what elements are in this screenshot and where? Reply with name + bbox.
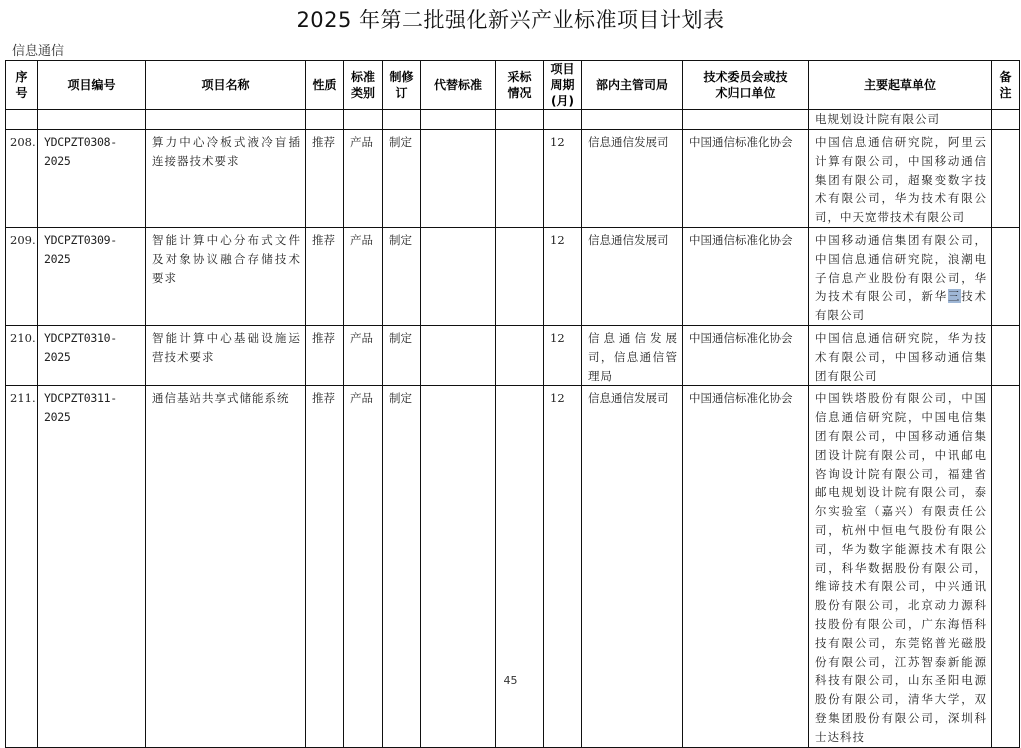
header-procurement: 采标情况 [496, 61, 544, 110]
cell-revision: 制定 [383, 386, 421, 747]
document-title: 2025 年第二批强化新兴产业标准项目计划表 [296, 8, 725, 32]
table-row [6, 386, 1020, 747]
header-replace: 代替标准 [421, 61, 496, 110]
cell-department: 信息通信发展司，信息通信管理局 [582, 325, 683, 385]
cell-revision: 制定 [383, 325, 421, 385]
cell-department: 信息通信发展司 [582, 130, 683, 228]
section-label: 信息通信 [12, 44, 65, 59]
table-header-row [6, 61, 1020, 110]
cell-name: 算力中心冷板式液冷盲插连接器技术要求 [146, 130, 306, 228]
header-name: 项目名称 [146, 61, 306, 110]
cell-replace [421, 386, 496, 747]
table-row [6, 130, 1020, 228]
cell-std-type: 产品 [344, 325, 383, 385]
header-seq: 序号 [6, 61, 38, 110]
header-committee: 技术委员会或技术归口单位 [683, 61, 809, 110]
cell-committee: 中国通信标准化协会 [683, 325, 809, 385]
cell-committee: 中国通信标准化协会 [683, 386, 809, 747]
cell-department: 信息通信发展司 [582, 227, 683, 325]
cell-remarks [992, 227, 1020, 325]
cell-replace [421, 325, 496, 385]
cell-committee: 中国通信标准化协会 [683, 227, 809, 325]
cell-department: 信息通信发展司 [582, 386, 683, 747]
table-row [6, 227, 1020, 325]
cell-name: 智能计算中心分布式文件及对象协议融合存储技术要求 [146, 227, 306, 325]
table-row-continuation [6, 110, 1020, 130]
header-std-type: 标准类别 [344, 61, 383, 110]
cell-remarks [992, 130, 1020, 228]
cell-std-type: 产品 [344, 386, 383, 747]
cell-procurement [496, 130, 544, 228]
cell-drafters: 中国移动通信集团有限公司，中国信息通信研究院，浪潮电子信息产业股份有限公司，华为技术有限公司，新华三技术有限公司 [809, 227, 992, 325]
cell-nature: 推荐 [306, 325, 344, 385]
cell-nature: 推荐 [306, 386, 344, 747]
page-number: 45 [503, 674, 518, 687]
header-code: 项目编号 [38, 61, 146, 110]
cell-remarks [992, 325, 1020, 385]
cell-committee: 中国通信标准化协会 [683, 130, 809, 228]
cell-std-type: 产品 [344, 130, 383, 228]
cell-code: YDCPZT0310-2025 [38, 325, 146, 385]
cell-remarks [992, 386, 1020, 747]
cell-drafters: 中国信息通信研究院，华为技术有限公司，中国移动通信集团有限公司 [809, 325, 992, 385]
cell-period: 12 [544, 325, 582, 385]
cell-seq: 208. [6, 130, 38, 228]
cell-period: 12 [544, 130, 582, 228]
cell-std-type: 产品 [344, 227, 383, 325]
header-department: 部内主管司局 [582, 61, 683, 110]
cell-nature: 推荐 [306, 227, 344, 325]
table-row [6, 325, 1020, 385]
cell-name: 通信基站共享式储能系统 [146, 386, 306, 747]
standards-plan-table [5, 60, 1020, 748]
cell-replace [421, 130, 496, 228]
cell-replace [421, 227, 496, 325]
cell-procurement [496, 325, 544, 385]
header-period: 项目周期(月) [544, 61, 582, 110]
header-drafters: 主要起草单位 [809, 61, 992, 110]
header-remarks: 备注 [992, 61, 1020, 110]
header-revision: 制修订 [383, 61, 421, 110]
cell-code: YDCPZT0308-2025 [38, 130, 146, 228]
cell-period: 12 [544, 227, 582, 325]
cell-code: YDCPZT0309-2025 [38, 227, 146, 325]
cell-drafters: 中国铁塔股份有限公司，中国信息通信研究院，中国电信集团有限公司，中国移动通信集团设计院有限公司，中讯邮电咨询设计院有限公司，福建省邮电规划设计院有限公司，泰尔实验室（嘉兴）有限责任公司，杭州中恒电气股份有限公司，华为数字能源技术有限公司，科华数据股份有限公司，维谛技术有限公司，中兴通讯股份有限公司，北京动力源科技股份有限公司，广东海悟科技有限公司，东莞铭普光磁股份有限公司，江苏智泰新能源科技有限公司，山东圣阳电源股份有限公司，清华大学，双登集团股份有限公司，深圳科士达科技 [809, 386, 992, 747]
cell-revision: 制定 [383, 227, 421, 325]
cell-nature: 推荐 [306, 130, 344, 228]
cell-seq: 209. [6, 227, 38, 325]
cell-seq: 211. [6, 386, 38, 747]
cell-code: YDCPZT0311-2025 [38, 386, 146, 747]
text-selection-highlight: 三 [947, 289, 962, 304]
cell-seq: 210. [6, 325, 38, 385]
cell-name: 智能计算中心基础设施运营技术要求 [146, 325, 306, 385]
header-nature: 性质 [306, 61, 344, 110]
cell-period: 12 [544, 386, 582, 747]
cell-drafters: 电规划设计院有限公司 [809, 110, 992, 130]
cell-procurement [496, 386, 544, 747]
cell-drafters: 中国信息通信研究院，阿里云计算有限公司，中国移动通信集团有限公司，超聚变数字技术有限公司，华为技术有限公司，中天宽带技术有限公司 [809, 130, 992, 228]
cell-procurement [496, 227, 544, 325]
cell-revision: 制定 [383, 130, 421, 228]
